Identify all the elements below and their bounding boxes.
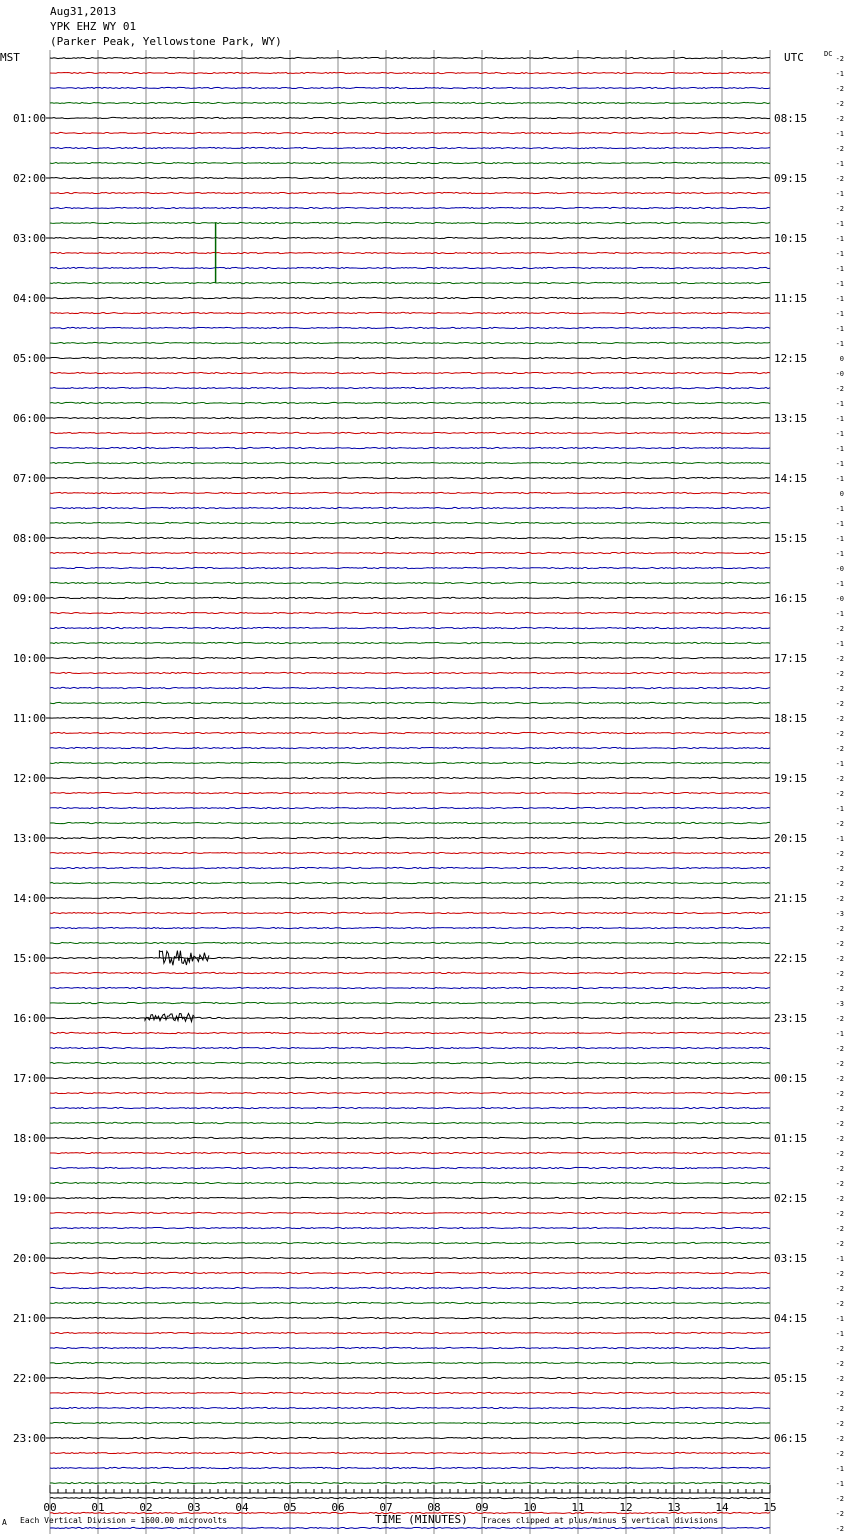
dc-offset-label: -2 [835,1285,844,1293]
trace-line [50,267,770,268]
mst-hour-label: 21:00 [13,1312,47,1325]
dc-offset-label: -1 [835,325,844,333]
right-timezone-label: UTC [784,51,804,64]
x-tick-label: 10 [523,1501,537,1514]
mst-hour-label: 09:00 [13,592,47,605]
utc-hour-label: 17:15 [774,652,808,665]
dc-offset-label: -1 [835,340,844,348]
trace-line [50,147,770,148]
mst-hour-label: 15:00 [13,952,47,965]
trace-line [50,162,770,163]
utc-hour-label: 19:15 [774,772,808,785]
trace-line [50,942,770,943]
corner-mark: A [2,1518,7,1527]
mst-hour-label: 01:00 [13,112,47,125]
mst-hour-label: 23:00 [13,1432,47,1445]
dc-offset-label: -1 [835,760,844,768]
x-tick-label: 09 [475,1501,489,1514]
mst-hour-label: 16:00 [13,1012,47,1025]
trace-line [50,567,770,568]
trace-line [50,882,770,883]
trace-line [50,537,770,538]
dc-offset-label: 0 [839,355,844,363]
x-tick-label: 15 [763,1501,777,1514]
mst-hour-label: 14:00 [13,892,47,905]
trace-line [50,747,770,748]
dc-offset-label: -2 [835,925,844,933]
dc-offset-label: -1 [835,295,844,303]
utc-hour-label: 04:15 [774,1312,808,1325]
trace-line [50,192,770,193]
dc-offset-label: -2 [835,1510,844,1518]
location-label: (Parker Peak, Yellowstone Park, WY) [50,35,282,48]
x-tick-label: 00 [43,1501,57,1514]
dc-offset-label: -2 [835,670,844,678]
x-tick-label: 06 [331,1501,345,1514]
dc-offset-label: -1 [835,310,844,318]
dc-offset-label: -1 [835,835,844,843]
mst-hour-label: 03:00 [13,232,47,245]
trace-line [50,1377,770,1378]
trace-line [50,252,770,253]
utc-hour-label: 13:15 [774,412,808,425]
mst-hour-label: 22:00 [13,1372,47,1385]
trace-line [50,282,770,283]
trace-line [50,957,770,958]
utc-hour-label: 20:15 [774,832,808,845]
utc-hour-label: 02:15 [774,1192,808,1205]
mst-hour-labels [13,112,50,1445]
scale-note: Each Vertical Division = 1600.00 microvolts [20,1516,228,1525]
trace-line [50,492,770,493]
x-tick-label: 11 [571,1501,585,1514]
dc-offset-label: -2 [835,1120,844,1128]
x-tick-label: 12 [619,1501,633,1514]
trace-line [50,1452,770,1453]
trace-group [50,57,770,1534]
dc-offset-label: -1 [835,610,844,618]
trace-line [50,222,770,223]
utc-hour-label: 14:15 [774,472,808,485]
mst-hour-label: 06:00 [13,412,47,425]
date-label: Aug31,2013 [50,5,117,18]
trace-line [50,177,770,178]
dc-offset-label: -2 [835,1060,844,1068]
dc-offset-label: -1 [835,415,844,423]
dc-offset-label: -0 [835,595,844,603]
dc-offset-label: -1 [835,130,844,138]
dc-offset-label: -1 [835,400,844,408]
trace-line [50,657,770,658]
trace-line [50,552,770,553]
dc-offset-label: -1 [835,1255,844,1263]
mst-hour-label: 02:00 [13,172,47,185]
trace-line [50,717,770,718]
trace-line [50,1092,770,1093]
trace-line [50,387,770,388]
dc-offset-label: -2 [835,100,844,108]
trace-line [50,807,770,808]
dc-offset-label: -1 [835,475,844,483]
dc-offset-label: -2 [835,175,844,183]
dc-offset-label: -2 [835,940,844,948]
trace-line [50,912,770,913]
dc-offset-label: -1 [835,550,844,558]
dc-offset-label: -1 [835,235,844,243]
dc-offset-label: -1 [835,70,844,78]
mst-hour-label: 20:00 [13,1252,47,1265]
dc-offset-label: -2 [835,730,844,738]
trace-line [50,207,770,208]
dc-offset-label: -2 [835,1345,844,1353]
utc-hour-label: 03:15 [774,1252,808,1265]
trace-line [50,1002,770,1003]
trace-line [50,1122,770,1123]
clip-note: Traces clipped at plus/minus 5 vertical divisions [482,1516,719,1525]
trace-line [50,687,770,688]
dc-offset-label: -2 [835,385,844,393]
trace-line [50,417,770,418]
dc-offset-label: -1 [835,280,844,288]
trace-line [50,57,770,58]
trace-line [50,72,770,73]
utc-hour-label: 11:15 [774,292,808,305]
trace-line [50,972,770,973]
utc-hour-label: 01:15 [774,1132,808,1145]
trace-line [50,312,770,313]
mst-hour-label: 05:00 [13,352,47,365]
dc-offset-labels [836,55,844,1534]
trace-line [50,1287,770,1288]
dc-offset-label: -2 [835,1270,844,1278]
dc-offset-label: -2 [835,1360,844,1368]
trace-line [50,582,770,583]
utc-hour-label: 21:15 [774,892,808,905]
trace-line [50,1482,770,1483]
trace-line [50,237,770,238]
trace-line [50,132,770,133]
trace-line [50,1227,770,1228]
dc-offset-label: -3 [835,1000,844,1008]
trace-line [50,987,770,988]
trace-line [50,597,770,598]
trace-line [50,297,770,298]
trace-line [50,1107,770,1108]
dc-offset-label: -2 [835,1150,844,1158]
trace-line [50,1437,770,1438]
dc-offset-label: -1 [835,1480,844,1488]
dc-offset-label: -2 [835,685,844,693]
trace-line [50,1317,770,1318]
dc-offset-label: -2 [835,790,844,798]
trace-line [50,867,770,868]
dc-offset-label: -1 [835,580,844,588]
x-axis [43,1485,776,1514]
dc-offset-label: -2 [835,820,844,828]
mst-hour-label: 19:00 [13,1192,47,1205]
dc-offset-label: -1 [835,250,844,258]
trace-line [50,1137,770,1138]
trace-line [50,372,770,373]
dc-offset-label: -1 [835,640,844,648]
mst-hour-label: 17:00 [13,1072,47,1085]
dc-offset-label: -2 [835,1135,844,1143]
dc-offset-label: -2 [835,1420,844,1428]
trace-line [50,1302,770,1303]
dc-offset-label: -2 [835,1300,844,1308]
utc-hour-label: 09:15 [774,172,808,185]
trace-line [50,822,770,823]
trace-line [50,1197,770,1198]
dc-offset-label: -1 [835,1030,844,1038]
trace-line [50,837,770,838]
dc-offset-label: -2 [835,1180,844,1188]
trace-line [50,1212,770,1213]
mst-hour-label: 12:00 [13,772,47,785]
trace-line [50,102,770,103]
trace-line [50,762,770,763]
trace-line [50,642,770,643]
dc-offset-label: -0 [835,370,844,378]
mst-hour-label: 04:00 [13,292,47,305]
dc-offset-label: -2 [835,55,844,63]
trace-line [50,522,770,523]
dc-offset-label: -2 [835,115,844,123]
mst-hour-label: 08:00 [13,532,47,545]
trace-line [50,1257,770,1258]
x-tick-label: 05 [283,1501,297,1514]
dc-offset-label: -2 [835,880,844,888]
trace-line [50,1152,770,1153]
dc-offset-label: -2 [835,1225,844,1233]
dc-offset-label: -3 [835,910,844,918]
dc-offset-label: -2 [835,1240,844,1248]
mst-hour-label: 10:00 [13,652,47,665]
trace-line [50,1497,770,1498]
dc-offset-label: -2 [835,1450,844,1458]
trace-line [50,852,770,853]
dc-offset-label: -2 [835,205,844,213]
trace-line [50,432,770,433]
dc-offset-label: -2 [835,850,844,858]
utc-hour-label: 05:15 [774,1372,808,1385]
x-tick-label: 04 [235,1501,249,1514]
dc-offset-label: -2 [835,1405,844,1413]
trace-line [50,477,770,478]
trace-line [50,1242,770,1243]
mst-hour-label: 07:00 [13,472,47,485]
trace-line [50,777,770,778]
dc-offset-label: -2 [835,1045,844,1053]
utc-hour-label: 06:15 [774,1432,808,1445]
trace-line [50,897,770,898]
dc-offset-label: -1 [835,430,844,438]
station-label: YPK EHZ WY 01 [50,20,137,33]
dc-offset-label: -2 [835,1495,844,1503]
dc-offset-label: -1 [835,520,844,528]
trace-line [50,342,770,343]
dc-offset-label: -2 [835,1165,844,1173]
dc-offset-label: -1 [835,805,844,813]
trace-line [50,1077,770,1078]
mst-hour-label: 11:00 [13,712,47,725]
trace-line [50,507,770,508]
trace-line [50,1032,770,1033]
x-tick-label: 13 [667,1501,681,1514]
trace-line [50,1362,770,1363]
trace-line [50,402,770,403]
dc-offset-label: -2 [835,1435,844,1443]
utc-hour-label: 12:15 [774,352,808,365]
trace-line [50,1467,770,1468]
utc-hour-label: 08:15 [774,112,808,125]
x-axis-title: TIME (MINUTES) [375,1513,468,1526]
trace-line [50,1062,770,1063]
trace-line [50,702,770,703]
trace-line [50,1167,770,1168]
dc-offset-label: -2 [835,1105,844,1113]
trace-line [50,1332,770,1333]
dc-offset-label: -1 [835,265,844,273]
dc-offset-label: -2 [835,895,844,903]
dc-offset-label: -2 [835,955,844,963]
trace-line [50,1527,770,1528]
x-tick-label: 07 [379,1501,393,1514]
x-tick-label: 01 [91,1501,105,1514]
mst-hour-label: 18:00 [13,1132,47,1145]
dc-offset-label: -2 [835,865,844,873]
trace-line [50,1182,770,1183]
dc-offset-label: -0 [835,565,844,573]
trace-line [50,927,770,928]
trace-line [50,1047,770,1048]
dc-offset-label: -1 [835,1315,844,1323]
utc-hour-label: 10:15 [774,232,808,245]
utc-hour-label: 18:15 [774,712,808,725]
utc-hour-label: 00:15 [774,1072,808,1085]
trace-line [50,1272,770,1273]
trace-line [50,792,770,793]
dc-offset-label: -2 [835,985,844,993]
dc-offset-label: -1 [835,445,844,453]
dc-offset-label: -2 [835,715,844,723]
trace-line [50,87,770,88]
dc-offset-label: -1 [835,535,844,543]
trace-line [50,327,770,328]
trace-line [50,117,770,118]
trace-line [50,1407,770,1408]
dc-offset-label: -1 [835,1465,844,1473]
utc-hour-label: 16:15 [774,592,808,605]
dc-offset-label: -1 [835,460,844,468]
dc-offset-label: -2 [835,85,844,93]
left-timezone-label: MST [0,51,20,64]
utc-hour-labels [774,112,807,1445]
trace-line [50,462,770,463]
dc-offset-label: -1 [835,220,844,228]
utc-hour-label: 22:15 [774,952,808,965]
dc-label: DC [824,50,833,58]
dc-offset-label: -2 [835,1210,844,1218]
x-tick-label: 14 [715,1501,729,1514]
dc-offset-label: -2 [835,655,844,663]
trace-line [50,1392,770,1393]
trace-line [50,1422,770,1423]
dc-offset-label: 0 [839,490,844,498]
dc-offset-label: -2 [835,1075,844,1083]
utc-hour-label: 15:15 [774,532,808,545]
dc-offset-label: -2 [835,1525,844,1533]
dc-offset-label: -2 [835,1090,844,1098]
dc-offset-label: -2 [835,1015,844,1023]
dc-offset-label: -2 [835,145,844,153]
dc-offset-label: -2 [835,775,844,783]
utc-hour-label: 23:15 [774,1012,808,1025]
x-tick-label: 08 [427,1501,441,1514]
dc-offset-label: -2 [835,625,844,633]
dc-offset-label: -1 [835,190,844,198]
dc-offset-label: -1 [835,160,844,168]
dc-offset-label: -2 [835,1195,844,1203]
trace-line [50,672,770,673]
dc-offset-label: -2 [835,970,844,978]
trace-line [50,732,770,733]
mst-hour-label: 13:00 [13,832,47,845]
dc-offset-label: -2 [835,745,844,753]
dc-offset-label: -2 [835,1390,844,1398]
dc-offset-label: -1 [835,505,844,513]
trace-line [50,447,770,448]
x-tick-label: 02 [139,1501,153,1514]
x-tick-label: 03 [187,1501,201,1514]
trace-line [50,612,770,613]
trace-line [50,1347,770,1348]
dc-offset-label: -1 [835,1330,844,1338]
dc-offset-label: -2 [835,700,844,708]
trace-line [50,357,770,358]
trace-line [50,627,770,628]
dc-offset-label: -2 [835,1375,844,1383]
